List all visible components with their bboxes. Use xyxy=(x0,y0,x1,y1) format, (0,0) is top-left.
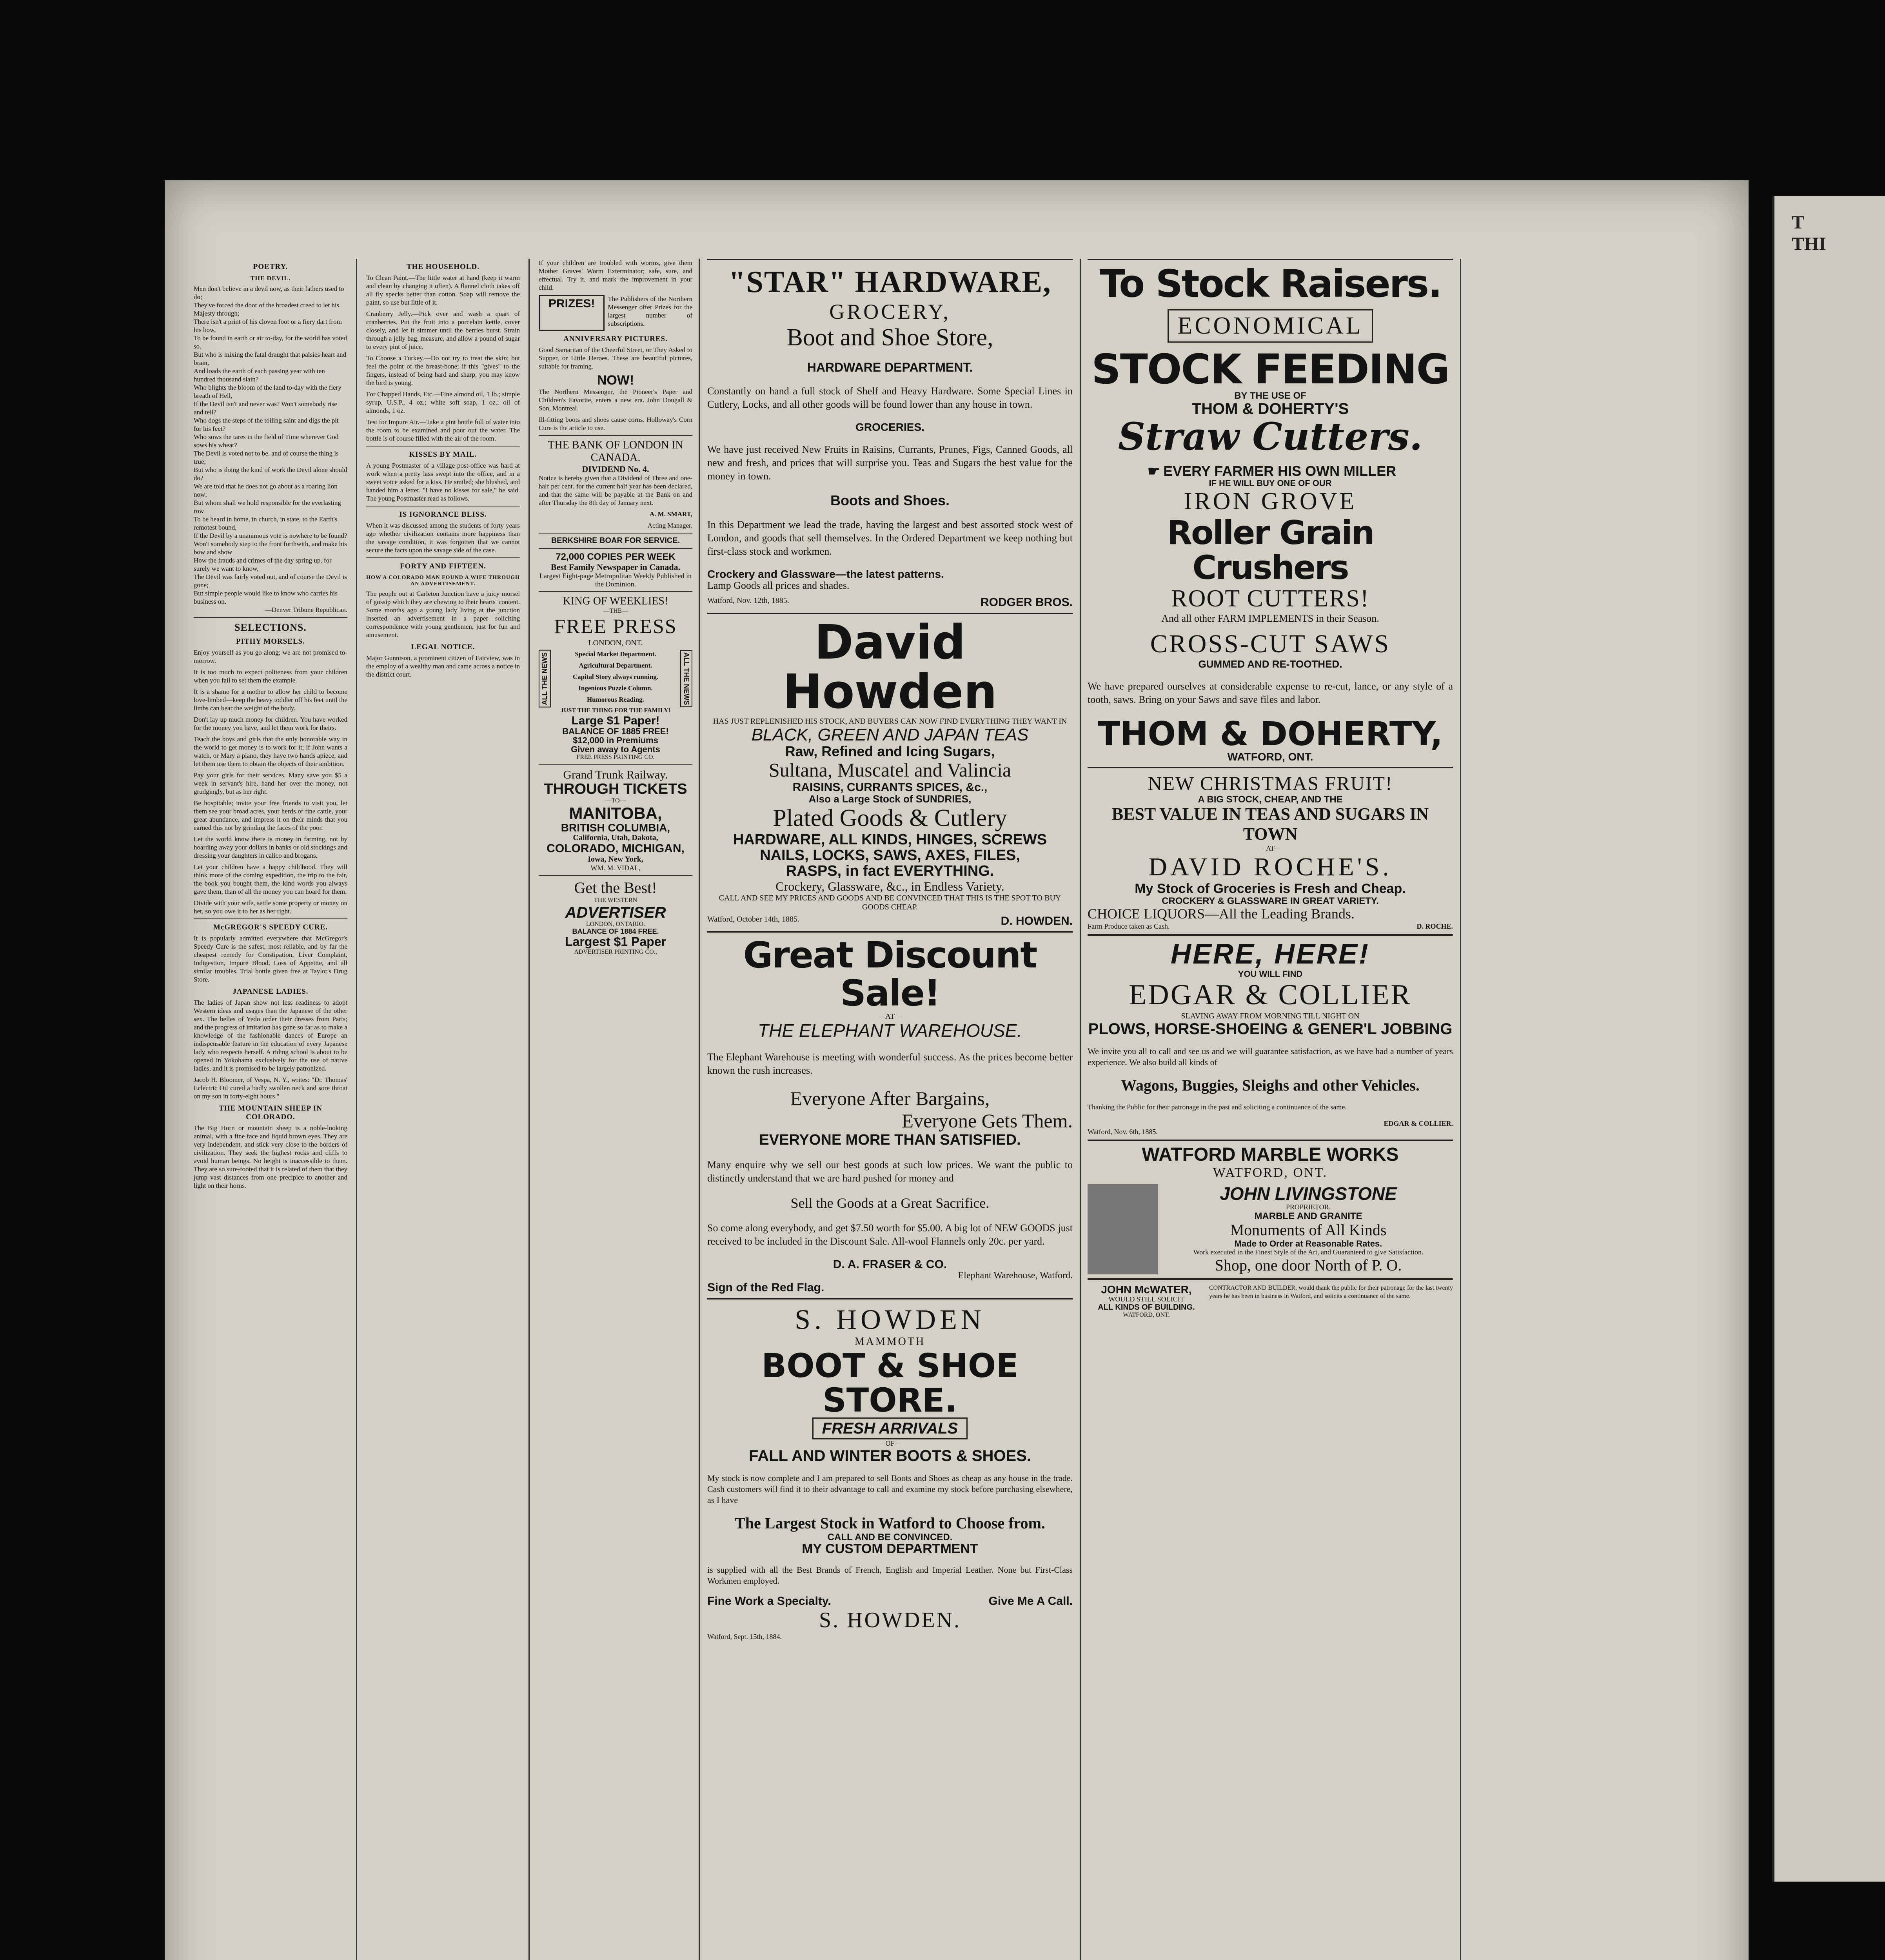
own-miller-text: EVERY FARMER HIS OWN MILLER xyxy=(1163,463,1396,479)
thom-doherty-big: THOM & DOHERTY, xyxy=(1097,715,1443,753)
showden-title: S. HOWDEN xyxy=(795,1303,985,1335)
poem-line: But who is doing the kind of work the Devil alone should do? xyxy=(194,466,347,482)
household-paragraph: For Chapped Hands, Etc.—Fine almond oil, 1 lb.; simple syrup, U.S.P., 4 oz.; white soft soap, 1 oz.; oil of almonds, 1 oz. xyxy=(366,390,520,414)
divider xyxy=(539,548,692,549)
side-banner-left: ALL THE NEWS xyxy=(539,650,551,708)
now-label: NOW! xyxy=(597,373,634,388)
colorado: COLORADO, MICHIGAN, xyxy=(547,842,685,855)
poem-line: But whom shall we hold responsible for the everlasting row xyxy=(194,499,341,515)
corn-cure-text: Ill-fitting boots and shoes cause corns. Holloway's Corn Cure is the article to use. xyxy=(539,416,692,432)
prizes-text: The Publishers of the Northern Messenger offer Prizes for the largest number of subscriptions. xyxy=(608,295,692,327)
elephant-name: THE ELEPHANT WAREHOUSE. xyxy=(758,1020,1022,1041)
marble-works-ad xyxy=(1088,1140,1453,1278)
livingstone-name: JOHN LIVINGSTONE xyxy=(1220,1183,1397,1204)
free-press-body xyxy=(539,650,692,708)
roche-signoff xyxy=(1088,922,1453,931)
by-use-of: BY THE USE OF xyxy=(1234,390,1306,401)
mammoth-label: MAMMOTH xyxy=(854,1336,926,1348)
howden-sundries: Also a Large Stock of SUNDRIES, xyxy=(808,793,972,805)
adjacent-page-edge xyxy=(1772,196,1885,1882)
elephant-enquire: Many enquire why we sell our best goods at such low prices. We want the public to distinctly understand that we are hard pushed for money and xyxy=(707,1159,1073,1184)
thom-watford: WATFORD, ONT. xyxy=(1227,751,1313,763)
david-howden-ad xyxy=(707,613,1073,931)
british-columbia: BRITISH COLUMBIA, xyxy=(561,821,670,834)
prizes-block xyxy=(539,295,692,331)
pithy-paragraph: Teach the boys and girls that the only honorable way in the world to get money is to work for it; if John wants a watch, or Mary a piano, they have two hands apiece, and let them use them to obtain the objects of their ambition. xyxy=(194,735,347,768)
poem-line: But who is mixing the fatal draught that palsies heart and brain, xyxy=(194,351,347,367)
japanese-text: The ladies of Japan show not less readiness to adopt Western ideas and usages than the Japanese of the other sex. The belles of Yedo order their dresses from Paris; and the progress of imitation has gone so far as to make a knowledge of the fashionable dances of Europe an indispensable feature in the education of every Japanese lady who respects herself. A riding school is about to be opened in Yokohama exclusively for the use of native ladies, and it is promised to be largely patronized. xyxy=(194,999,347,1072)
legal-text: Major Gunnison, a prominent citizen of Fairview, was in the employ of a wealthy man and came across a notice in the district court. xyxy=(366,654,520,678)
cross-cut-saws: CROSS-CUT SAWS xyxy=(1150,630,1391,659)
column-5 xyxy=(1082,259,1458,1960)
howden-date: Watford, October 14th, 1885. xyxy=(707,915,799,924)
crockery-line: Crockery and Glassware—the latest patterns. xyxy=(707,568,944,580)
column-3 xyxy=(533,259,698,1960)
california: California, Utah, Dakota, xyxy=(573,833,658,842)
star-hardware-ad xyxy=(707,259,1073,613)
everyone-line-2: Everyone Gets Them. xyxy=(901,1110,1073,1132)
fine-work-row xyxy=(707,1595,1073,1608)
stock-text: My stock is now complete and I am prepared to sell Boots and Shoes as cheap as any house in the trade. Cash customers will find it to their advantage to call and examine my stock before purchasing elsewhere, as I have xyxy=(707,1473,1073,1505)
howden-rasps: RASPS, in fact EVERYTHING. xyxy=(786,863,994,879)
marble-body xyxy=(1088,1184,1453,1274)
family-newspaper: Best Family Newspaper in Canada. xyxy=(550,562,681,572)
japanese-heading: JAPANESE LADIES. xyxy=(232,987,309,996)
big-stock: A BIG STOCK, CHEAP, AND THE xyxy=(1198,794,1343,805)
divider xyxy=(194,918,347,919)
given-away: Given away to Agents xyxy=(571,744,660,755)
red-flag: Sign of the Red Flag. xyxy=(707,1281,824,1294)
slaving-away: SLAVING AWAY FROM MORNING TILL NIGHT ON xyxy=(1181,1011,1360,1020)
pithy-paragraph: Let the world know there is money in farming, not by hoarding away your dollars in banks or old stockings and dressing your daughters in calico and brogans. xyxy=(194,835,347,859)
free-press-printing: FREE PRESS PRINTING CO. xyxy=(576,754,655,761)
rodger-signoff xyxy=(707,596,1073,609)
mcgregor-heading: McGREGOR'S SPEEDY CURE. xyxy=(213,923,328,931)
roche-signature: D. ROCHE. xyxy=(1416,922,1453,930)
edgar-invite: We invite you all to call and see us and we will guarantee satisfaction, as we have had a number of years experience. We also build all kinds of xyxy=(1088,1046,1453,1067)
get-the-best: Get the Best! xyxy=(574,879,657,897)
free-press-title: FREE PRESS xyxy=(554,615,677,638)
mcwater-solicit: WOULD STILL SOLICIT xyxy=(1108,1295,1184,1303)
column-rule xyxy=(699,259,700,1960)
fine-work: Fine Work a Specialty. xyxy=(707,1595,831,1608)
household-paragraph: To Clean Paint.—The little water at hand (keep it warm and clean by changing it often). A flannel cloth takes off all fly specks better than cotton. Soap will remove the paint, so use but little of it. xyxy=(366,274,520,306)
poem-line: The Devil was fairly voted out, and of course the Devil is gone; xyxy=(194,573,347,589)
anniversary-text: Good Samaritan of the Cheerful Street, or They Asked to Supper, or Little Heroes. These are beautiful pictures, suitable for framing. xyxy=(539,346,692,370)
showden-signature: S. HOWDEN. xyxy=(819,1608,961,1632)
groceries-text: We have just received New Fruits in Raisins, Currants, Prunes, Figs, Canned Goods, all new and fresh, and prices that will surprise you. Teas and Sugars the best value for the money in town. xyxy=(707,444,1073,482)
economical-label: ECONOMICAL xyxy=(1168,309,1373,343)
column-2 xyxy=(361,259,525,1960)
howden-sugars: Raw, Refined and Icing Sugars, xyxy=(785,743,995,759)
poem-line: Men don't believe in a devil now, as their fathers used to do; xyxy=(194,285,344,301)
poem-line: We are told that he does not go about as a roaring lion now; xyxy=(194,483,338,498)
pithy-paragraph: Divide with your wife, settle some property or money on her, so you owe it to her as her right. xyxy=(194,899,347,915)
made-to-order: Made to Order at Reasonable Rates. xyxy=(1234,1239,1382,1249)
discount-title: Great Discount Sale! xyxy=(743,934,1037,1014)
poem-line: And loads the earth of each passing year with ten hundred thousand slain? xyxy=(194,367,325,383)
poem-line: There isn't a print of his cloven foot or a fiery dart from his bow, xyxy=(194,318,342,334)
edgar-collier-ad xyxy=(1088,934,1453,1140)
worms-ad: If your children are troubled with worms, give them Mother Graves' Worm Exterminator; safe, sure, and effectual. Try it, and mark the improvement in your child. xyxy=(539,259,692,291)
pithy-paragraph: Let your children have a happy childhood. They will think more of the coming expedition, the trip to the fair, the book you bought them, the kind words you always gave them, than of all the money you can hoard for them. xyxy=(194,863,347,895)
largest-weekly: Largest Eight-page Metropolitan Weekly Published in the Dominion. xyxy=(539,572,692,588)
poem-body xyxy=(194,285,347,606)
largest-paper: Largest $1 Paper xyxy=(565,934,666,949)
anniversary-heading: ANNIVERSARY PICTURES. xyxy=(563,335,668,343)
plows-jobbing: PLOWS, HORSE-SHOEING & GENER'L JOBBING xyxy=(1088,1020,1453,1038)
best-value: BEST VALUE IN TEAS AND SUGARS IN TOWN xyxy=(1111,804,1429,844)
monument-engraving-icon xyxy=(1088,1184,1158,1274)
to-label: —TO— xyxy=(605,797,626,804)
divider xyxy=(539,591,692,592)
newspaper-page xyxy=(165,180,1749,1960)
pithy-paragraph: Be hospitable; invite your free friends to visit you, let them see your broad acres, your herds of fine cattle, your great abundance, and impress it on their minds that you earned this not by grinding the faces of the poor. xyxy=(194,799,347,831)
free-press-city: LONDON, ONT. xyxy=(588,638,643,647)
divider xyxy=(539,435,692,436)
poem-credit: —Denver Tribune Republican. xyxy=(265,606,347,613)
stock-feeding: STOCK FEEDING xyxy=(1091,345,1449,394)
iowa: Iowa, New York, xyxy=(588,855,643,864)
divider xyxy=(539,875,692,876)
boot-shoe-store: BOOT & SHOE STORE. xyxy=(761,1346,1019,1419)
own-miller xyxy=(1088,464,1453,479)
you-will-find: YOU WILL FIND xyxy=(1238,969,1303,979)
stock-raisers-title: To Stock Raisers. xyxy=(1099,262,1441,306)
poem-line: Who dogs the steps of the toiling saint and digs the pit for his feet? xyxy=(194,417,339,432)
divider xyxy=(366,557,520,558)
prizes-label: PRIZES! xyxy=(539,295,605,331)
mcwater-ad xyxy=(1088,1278,1453,1323)
grocery-title: GROCERY, xyxy=(829,299,951,323)
marble-works-title: WATFORD MARBLE WORKS xyxy=(1142,1144,1399,1165)
howden-raisins: RAISINS, CURRANTS SPICES, &c., xyxy=(792,781,988,794)
poem-title: THE DEVIL. xyxy=(250,275,291,282)
poem-line: Who blights the bloom of the land to-day with the fiery breath of Hell, xyxy=(194,384,341,399)
bank-signature: A. M. SMART, xyxy=(649,510,692,518)
just-the-thing: JUST THE THING FOR THE FAMILY! xyxy=(560,707,671,714)
edgar-date: Watford, Nov. 6th, 1885. xyxy=(1088,1127,1158,1136)
pithy-paragraph: Don't lay up much money for children. You have worked for the money you have, and let them work for theirs. xyxy=(194,716,347,731)
shop-location: Shop, one door North of P. O. xyxy=(1215,1256,1402,1274)
kisses-heading: KISSES BY MAIL. xyxy=(409,450,477,459)
s-howden-ad xyxy=(707,1298,1073,1645)
household-paragraph: To Choose a Turkey.—Do not try to treat the skin; but feel the point of the breast-bone; if this "gives" to the fingers, instead of being hard and sharp, you may know the bird is young. xyxy=(366,354,520,387)
the-western: THE WESTERN xyxy=(594,897,637,904)
poem-line: Who sows the tares in the field of Time wherever God sows his wheat? xyxy=(194,433,339,449)
marble-works-city: WATFORD, ONT. xyxy=(1213,1165,1328,1180)
kisses-text: A young Postmaster of a village post-office was hard at work when a pretty lass swept into the office, and in a sweet voice asked for a kiss. He smiled; she blushed, and handed him a letter. "I have no kisses for sale," he said. The young Postmaster read as follows. xyxy=(366,462,520,502)
large-paper: Large $1 Paper! xyxy=(571,714,660,727)
column-rule xyxy=(356,259,357,1960)
column-1 xyxy=(188,259,353,1960)
sheep-text: The Big Horn or mountain sheep is a noble-looking animal, with a fine face and liquid brown eyes. They are very independent, and stick very close to the borders of civilization. They seek the highest rocks and cliffs to avoid human beings. No height is inaccessible to them. They are so sure-footed that it is related of them that they jump vast distances from one precipice to another and light on their horns. xyxy=(194,1124,347,1189)
poem-line: They've forced the door of the broadest creed to let his Majesty through; xyxy=(194,301,340,317)
iron-grove: IRON GROVE xyxy=(1184,488,1357,515)
divider xyxy=(539,764,692,765)
marble-granite: MARBLE AND GRANITE xyxy=(1254,1210,1362,1221)
star-hardware-title: "STAR" HARDWARE, xyxy=(728,265,1051,299)
give-call: Give Me A Call. xyxy=(988,1595,1073,1608)
selections-heading: SELECTIONS. xyxy=(234,622,307,633)
howden-variety: Crockery, Glassware, &c., in Endless Variety. xyxy=(775,879,1004,893)
pithy-paragraph: Pay your girls for their services. Many save you $5 a week in servant's hire, hand her over the money, not grudgingly, but as her right. xyxy=(194,771,347,795)
forty-text: The people out at Carleton Junction have a juicy morsel of gossip which they are chewing to their hearts' content. Some months ago a young lady living at the junction inserted an advertisement in a paper soliciting correspondence with young gentlemen, just for fun and amusement. xyxy=(366,590,520,639)
elephant-at: —AT— xyxy=(877,1012,903,1021)
forty-subheading: HOW A COLORADO MAN FOUND A WIFE THROUGH AN ADVERTISEMENT. xyxy=(366,575,520,587)
mcwater-left xyxy=(1088,1284,1205,1319)
poem-line: To be found in earth or air to-day, for the world has voted so. xyxy=(194,334,347,350)
manitoba: MANITOBA, xyxy=(569,804,662,822)
work-executed: Work executed in the Finest Style of the Art, and Guaranteed to give Satisfaction. xyxy=(1193,1248,1424,1256)
household-heading: THE HOUSEHOLD. xyxy=(406,263,480,271)
pithy-paragraph: Enjoy yourself as you go along; we are not promised to-morrow. xyxy=(194,649,347,664)
gummed-retoothed: GUMMED AND RE-TOOTHED. xyxy=(1198,658,1342,670)
poem-line: Won't somebody step to the front forthwith, and make his bow and show xyxy=(194,540,347,556)
howden-teas: BLACK, GREEN AND JAPAN TEAS xyxy=(751,725,1029,744)
if-he-will: IF HE WILL BUY ONE OF OUR xyxy=(1209,478,1332,488)
roche-groceries: My Stock of Groceries is Fresh and Cheap. xyxy=(1135,881,1406,897)
elephant-warehouse-ad xyxy=(707,931,1073,1298)
poem-line: To be heard in home, in church, in state, to the Earth's remotest bound, xyxy=(194,515,338,531)
sliver-line-1: T xyxy=(1792,212,1805,233)
boot-shoe-title: Boot and Shoe Store, xyxy=(786,324,993,351)
dividend-heading: DIVIDEND No. 4. xyxy=(582,464,649,474)
messenger-text: The Northern Messenger, the Pioneer's Paper and Children's Favorite, enters a new era. John Dougall & Son, Montreal. xyxy=(539,388,692,412)
bank-signature-title: Acting Manager. xyxy=(647,522,692,530)
the-label: —THE— xyxy=(603,608,628,615)
mcwater-builders: ALL KINDS OF BUILDING. xyxy=(1098,1303,1195,1312)
livingstone-proprietor: PROPRIETOR. xyxy=(1286,1203,1331,1211)
sliver-line-2: THI xyxy=(1792,234,1827,254)
poem-line: But simple people would like to know who carries his business on. xyxy=(194,590,338,605)
edgar-collier-title: EDGAR & COLLIER xyxy=(1129,978,1412,1011)
howden-title: David Howden xyxy=(783,615,997,719)
agent-name: WM. M. VIDAL, xyxy=(590,864,641,872)
stock-raisers-ad xyxy=(1088,259,1453,767)
straw-cutters: Straw Cutters. xyxy=(1118,414,1423,459)
king-of-weeklies: KING OF WEEKLIES! xyxy=(563,595,668,608)
everyone-line-1: Everyone After Bargains, xyxy=(790,1087,990,1109)
poem-line: The Devil is voted not to be, and of course the thing is true; xyxy=(194,450,339,465)
free-press-item: Capital Story always running. xyxy=(572,673,659,681)
free-press-items xyxy=(551,650,680,708)
howden-signature: D. HOWDEN. xyxy=(1001,914,1073,927)
divider xyxy=(194,617,347,618)
advertiser-printing: ADVERTISER PRINTING CO., xyxy=(574,948,657,955)
through-tickets: THROUGH TICKETS xyxy=(544,781,687,798)
hardware-dept-text: Constantly on hand a full stock of Shelf and Heavy Hardware. Some Special Lines in Cutlery, Locks, and all other goods will be found lower than any house in town. xyxy=(707,385,1073,410)
hardware-dept-heading: HARDWARE DEPARTMENT. xyxy=(807,360,973,375)
advertiser-title: ADVERTISER xyxy=(565,904,666,921)
column-rule xyxy=(528,259,530,1960)
farm-implements: And all other FARM IMPLEMENTS in their Season. xyxy=(1161,613,1379,624)
testimony-text: Jacob H. Bloomer, of Vespa, N. Y., writes: "Dr. Thomas' Eclectric Oil cured a badly swollen neck and sore throat on my son in forty-eight hours." xyxy=(194,1076,347,1100)
sheep-heading: THE MOUNTAIN SHEEP IN COLORADO. xyxy=(219,1104,322,1121)
mcwater-watford: WATFORD, ONT. xyxy=(1123,1311,1170,1318)
root-cutters: ROOT CUTTERS! xyxy=(1171,585,1369,612)
column-rule xyxy=(1080,259,1081,1960)
edgar-thanking: Thanking the Public for their patronage in the past and soliciting a continuance of the same. xyxy=(1088,1103,1347,1111)
everyone-satisfied: EVERYONE MORE THAN SATISFIED. xyxy=(759,1131,1021,1148)
fraser-name: D. A. FRASER & CO. xyxy=(833,1258,947,1271)
mcwater-text: CONTRACTOR AND BUILDER, would thank the public for their patronage for the last twenty years he has been in business in Watford, and solicits a continuance of the same. xyxy=(1209,1284,1453,1299)
custom-text: is supplied with all the Best Brands of French, English and Imperial Leather. None but First-Class Workmen employed. xyxy=(707,1565,1073,1586)
side-banner-right: ALL THE NEWS xyxy=(680,650,692,708)
lamp-line: Lamp Goods all prices and shades. xyxy=(707,580,850,592)
wagons-line: Wagons, Buggies, Sleighs and other Vehicles. xyxy=(1121,1076,1420,1094)
free-press-item: Special Market Department. xyxy=(575,650,656,658)
adjacent-page-text xyxy=(1786,212,1832,1803)
bank-text: Notice is hereby given that a Dividend of Three and one-half per cent. for the current half year has been declared, and that the same will be payable at the Bank on and after Thursday the 8th day of January next. xyxy=(539,474,692,507)
mcwater-name: JOHN McWATER, xyxy=(1101,1283,1192,1296)
forty-heading: FORTY AND FIFTEEN. xyxy=(400,562,486,570)
farm-produce: Farm Produce taken as Cash. xyxy=(1088,922,1170,930)
household-paragraph: Test for Impure Air.—Take a pint bottle full of water into the room to be examined and pour out the water. The bottle is of course filled with the air of the room. xyxy=(366,418,520,442)
copies-heading: 72,000 COPIES PER WEEK xyxy=(556,552,676,563)
roche-at: —AT— xyxy=(1259,844,1282,852)
boots-shoes-text: In this Department we lead the trade, having the largest and best assorted stock west of London, and goods that sell themselves. In the Ordered Department we keep nothing but first-class stock and workmen. xyxy=(707,519,1073,557)
saws-text: We have prepared ourselves at considerable expense to re-cut, lance, or any style of a tooth, saws. Bring on your Saws and save files and labor. xyxy=(1088,681,1453,706)
roller-crushers: Roller Grain Crushers xyxy=(1167,514,1374,587)
elephant-address: Elephant Warehouse, Watford. xyxy=(958,1270,1073,1281)
mcgregor-text: It is popularly admitted everywhere that McGregor's Speedy Cure is the safest, most reliable, and by far the cheapest remedy for Constipation, Liver Complaint, Indigestion, Impure Blood, Loss of Appetite, and all similar troubles. Trial bottle given free at Taylor's Drug Store. xyxy=(194,935,347,983)
poem-line: How the frauds and crimes of the day spring up, for surely we want to know, xyxy=(194,557,332,572)
showden-date: Watford, Sept. 15th, 1884. xyxy=(707,1633,782,1641)
rodger-name: RODGER BROS. xyxy=(980,596,1073,609)
groceries-heading: GROCERIES. xyxy=(855,421,924,433)
marble-text xyxy=(1164,1184,1453,1274)
divider xyxy=(539,533,692,534)
edgar-signature: EDGAR & COLLIER. xyxy=(1384,1119,1453,1127)
poem-line: If the Devil by a unanimous vote is nowhere to be found? xyxy=(194,532,347,539)
christmas-fruit: NEW CHRISTMAS FRUIT! xyxy=(1148,772,1393,794)
advertiser-city: LONDON, ONTARIO. xyxy=(586,920,645,927)
pithy-paragraph: It is a shame for a mother to allow her child to become love-limbed—keep the heavy toddler off his feet until the limbs can bear the weight of the body. xyxy=(194,688,347,712)
column-4 xyxy=(702,259,1078,1960)
fresh-arrivals: FRESH ARRIVALS xyxy=(812,1417,968,1439)
berkshire-heading: BERKSHIRE BOAR FOR SERVICE. xyxy=(551,536,680,545)
boots-shoes-heading: Boots and Shoes. xyxy=(830,492,950,509)
largest-stock: The Largest Stock in Watford to Choose from. xyxy=(735,1514,1045,1532)
howden-signoff xyxy=(707,915,1073,927)
rodger-date: Watford, Nov. 12th, 1885. xyxy=(707,596,789,605)
balance-free: BALANCE OF 1885 FREE! xyxy=(562,726,669,737)
here-here: HERE, HERE! xyxy=(1170,938,1370,970)
advertiser-balance: BALANCE OF 1884 FREE. xyxy=(572,927,659,936)
free-press-item: Ingenious Puzzle Column. xyxy=(578,684,653,692)
howden-plated: Plated Goods & Cutlery xyxy=(773,804,1007,831)
elephant-so-come: So come along everybody, and get $7.50 worth for $5.00. A big lot of NEW GOODS just received to be included in the Discount Sale. All-wool Flannels only 20c. per yard. xyxy=(707,1222,1073,1247)
free-press-item: Agricultural Department. xyxy=(579,661,652,669)
roche-ad xyxy=(1088,767,1453,934)
fall-winter: FALL AND WINTER BOOTS & SHOES. xyxy=(748,1447,1031,1465)
custom-dept: MY CUSTOM DEPARTMENT xyxy=(802,1541,978,1556)
howden-call: CALL AND SEE MY PRICES AND GOODS AND BE CONVINCED THAT THIS IS THE SPOT TO BUY GOODS CHEAP. xyxy=(719,893,1061,911)
howden-sultana: Sultana, Muscatel and Valincia xyxy=(768,759,1012,781)
roche-crockery: CROCKERY & GLASSWARE IN GREAT VARIETY. xyxy=(1162,895,1379,906)
pithy-heading: PITHY MORSELS. xyxy=(236,637,305,646)
ignorance-text: When it was discussed among the students of forty years ago whether civilization contains more happiness than the savage condition, it was forgotten that we cannot secure the facts upon the savage side of the case. xyxy=(366,522,520,554)
ignorance-heading: IS IGNORANCE BLISS. xyxy=(399,510,487,519)
howden-replenished: HAS JUST REPLENISHED HIS STOCK, AND BUYERS CAN NOW FIND EVERYTHING THEY WANT IN xyxy=(713,717,1067,726)
column-rule xyxy=(1460,259,1461,1960)
household-paragraph: Cranberry Jelly.—Pick over and wash a quart of cranberries. Put the fruit into a porcelain kettle, cover closely, and let it simmer until the berries burst. Strain through a jelly bag, measure, and allow a pound of sugar to every pint of juice. xyxy=(366,310,520,350)
howden-nails: NAILS, LOCKS, SAWS, AXES, FILES, xyxy=(760,847,1020,864)
pithy-paragraph: It is too much to expect politeness from your children when you fail to set them the example. xyxy=(194,668,347,684)
legal-heading: LEGAL NOTICE. xyxy=(411,643,475,651)
premiums: $12,000 in Premiums xyxy=(573,735,658,746)
elephant-sell: Sell the Goods at a Great Sacrifice. xyxy=(790,1195,990,1211)
pointing-hand-icon: ☛ xyxy=(1147,463,1160,479)
poetry-heading: POETRY. xyxy=(253,263,288,271)
thom-doherty-small: THOM & DOHERTY'S xyxy=(1191,400,1349,418)
call-convinced: CALL AND BE CONVINCED. xyxy=(827,1532,953,1543)
roche-liquors: CHOICE LIQUORS—All the Leading Brands. xyxy=(1088,906,1355,922)
elephant-text: The Elephant Warehouse is meeting with wonderful success. As the prices become better known the rush increases. xyxy=(707,1051,1073,1076)
of-label: —OF— xyxy=(878,1439,902,1447)
howden-hardware: HARDWARE, ALL KINDS, HINGES, SCREWS xyxy=(733,831,1047,848)
bank-heading: THE BANK OF LONDON IN CANADA. xyxy=(548,439,683,464)
david-roche: DAVID ROCHE'S. xyxy=(1148,853,1392,882)
poem-line: If the Devil isn't and never was? Won't somebody rise and tell? xyxy=(194,400,337,416)
grand-trunk: Grand Trunk Railway. xyxy=(563,768,668,781)
free-press-item: Humorous Reading. xyxy=(587,695,645,703)
monuments-label: Monuments of All Kinds xyxy=(1230,1221,1387,1239)
